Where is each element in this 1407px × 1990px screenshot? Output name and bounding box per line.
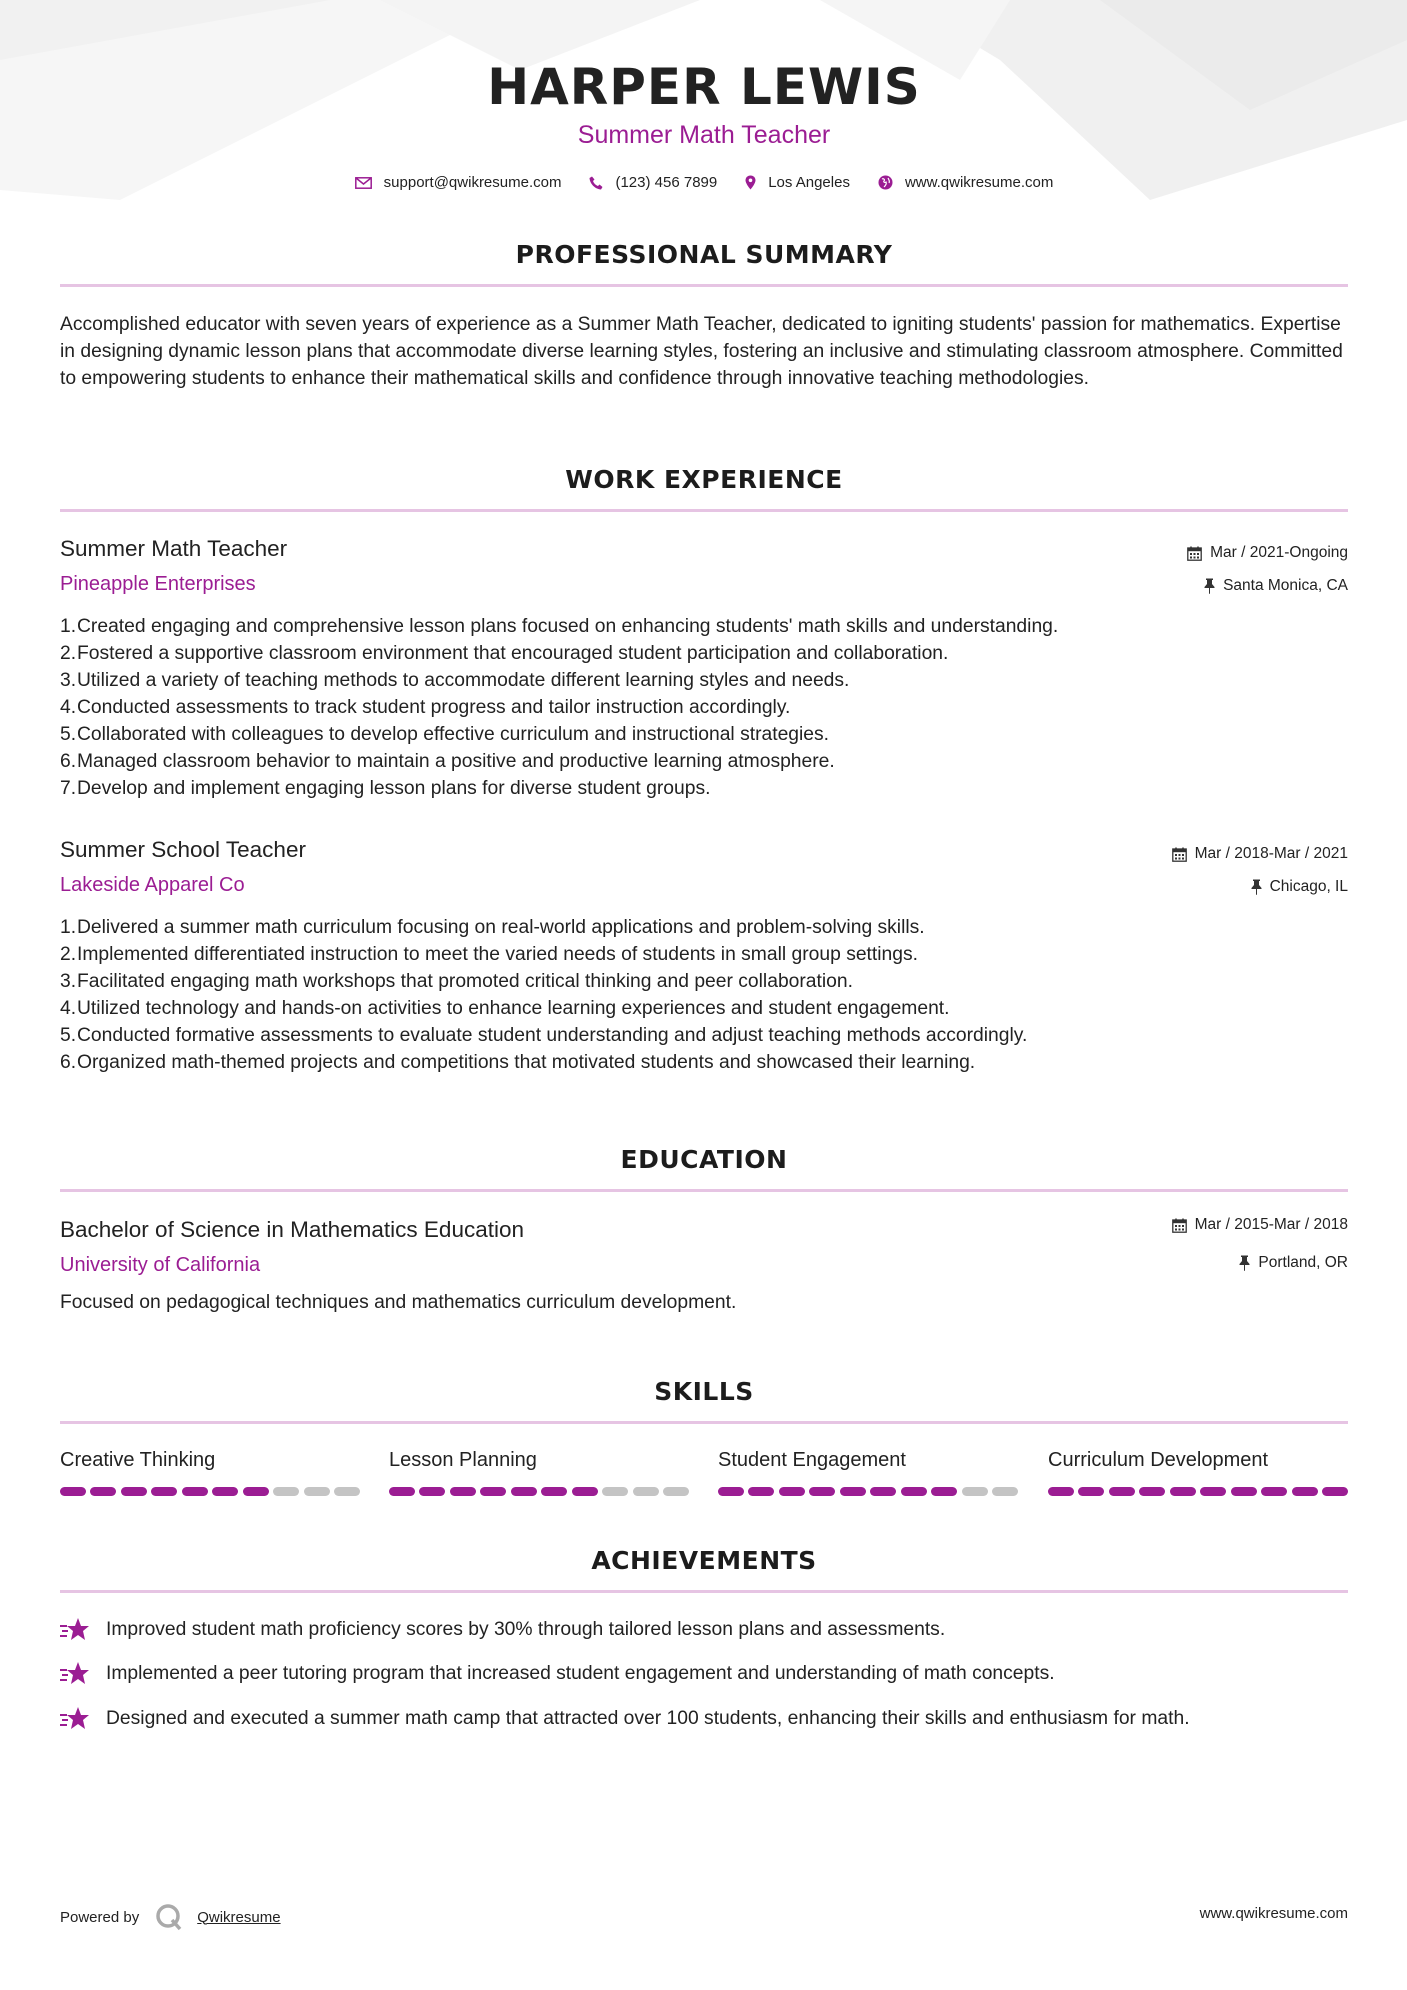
- list-item: 2. Fostered a supportive classroom environment that encouraged student participation and collaboration.: [60, 643, 949, 664]
- achievement-text: Improved student math proficiency scores by 30% through tailored lesson plans and assessments.: [106, 1619, 946, 1640]
- skill-dot: [602, 1487, 628, 1496]
- job-dates: [1187, 544, 1348, 562]
- skill-dot: [1292, 1487, 1318, 1496]
- education-location: [1239, 1254, 1348, 1272]
- achievement-item: [60, 1617, 1348, 1643]
- job-company: Pineapple Enterprises: [60, 573, 256, 595]
- skill-dot: [304, 1487, 330, 1496]
- skills-heading: SKILLS: [654, 1377, 754, 1406]
- skills-divider: [60, 1421, 1348, 1424]
- skill-dot: [779, 1487, 805, 1496]
- education-heading: EDUCATION: [620, 1145, 788, 1174]
- list-item: 2. Implemented differentiated instruction to meet the varied needs of students in small group settings.: [60, 944, 918, 965]
- skill-dot: [663, 1487, 689, 1496]
- job-dates-text: Mar / 2018-Mar / 2021: [1194, 845, 1348, 862]
- job-title: Summer School Teacher: [60, 837, 306, 862]
- star-icon: [60, 1617, 90, 1643]
- skill-rating: [60, 1487, 360, 1496]
- contact-website[interactable]: [878, 174, 1053, 191]
- skill-item: [60, 1447, 360, 1496]
- experience-divider: [60, 509, 1348, 512]
- achievements-heading: ACHIEVEMENTS: [591, 1546, 817, 1575]
- skill-dot: [182, 1487, 208, 1496]
- skill-dot: [870, 1487, 896, 1496]
- calendar-icon: [1187, 546, 1202, 561]
- star-icon: [60, 1661, 90, 1687]
- list-item: 4. Conducted assessments to track student progress and tailor instruction accordingly.: [60, 697, 791, 718]
- skill-dot: [1261, 1487, 1287, 1496]
- education-description: Focused on pedagogical techniques and mathematics curriculum development.: [60, 1292, 737, 1313]
- skill-dot: [809, 1487, 835, 1496]
- skill-dot: [633, 1487, 659, 1496]
- pushpin-icon: [1204, 578, 1215, 594]
- skill-name: Student Engagement: [718, 1449, 906, 1471]
- skill-dot: [121, 1487, 147, 1496]
- skill-dot: [1048, 1487, 1074, 1496]
- skill-dot: [901, 1487, 927, 1496]
- school-name: University of California: [60, 1254, 261, 1276]
- education-divider: [60, 1189, 1348, 1192]
- list-item: 4. Utilized technology and hands-on activities to enhance learning experiences and student engagement.: [60, 998, 950, 1019]
- job-responsibilities: [60, 613, 1348, 802]
- job-location-text: Chicago, IL: [1269, 878, 1348, 895]
- skill-name: Lesson Planning: [389, 1449, 537, 1471]
- list-item: 3. Facilitated engaging math workshops that promoted critical thinking and peer collaboration.: [60, 971, 853, 992]
- summary-divider: [60, 284, 1348, 287]
- list-item: 7. Develop and implement engaging lesson plans for diverse student groups.: [60, 778, 711, 799]
- achievement-text: Designed and executed a summer math camp that attracted over 100 students, enhancing their skills and enthusiasm for math.: [106, 1708, 1190, 1729]
- skill-dot: [1200, 1487, 1226, 1496]
- skill-dot: [511, 1487, 537, 1496]
- footer-powered-by: [60, 1903, 281, 1931]
- pushpin-icon: [1251, 879, 1262, 895]
- list-item: 6. Managed classroom behavior to maintain a positive and productive learning atmosphere.: [60, 751, 835, 772]
- skill-dot: [572, 1487, 598, 1496]
- job-dates: [1172, 845, 1348, 863]
- phone-text: (123) 456 7899: [615, 174, 718, 191]
- achievements-divider: [60, 1590, 1348, 1593]
- experience-heading: WORK EXPERIENCE: [565, 465, 843, 494]
- contact-location: [745, 174, 850, 191]
- globe-icon: [878, 175, 893, 190]
- skill-dot: [450, 1487, 476, 1496]
- achievement-text: Implemented a peer tutoring program that increased student engagement and understanding of math concepts.: [106, 1663, 1055, 1684]
- skill-dot: [60, 1487, 86, 1496]
- summary-heading: PROFESSIONAL SUMMARY: [515, 240, 893, 269]
- pushpin-icon: [1239, 1255, 1250, 1271]
- skill-dot: [212, 1487, 238, 1496]
- candidate-name: HARPER LEWIS: [487, 58, 921, 116]
- skill-rating: [389, 1487, 689, 1496]
- skill-dot: [992, 1487, 1018, 1496]
- skill-dot: [273, 1487, 299, 1496]
- skill-dot: [334, 1487, 360, 1496]
- achievement-item: [60, 1661, 1348, 1687]
- list-item: 5. Conducted formative assessments to evaluate student understanding and adjust teaching methods accordingly.: [60, 1025, 1028, 1046]
- list-item: 1. Delivered a summer math curriculum focusing on real-world applications and problem-solving skills.: [60, 917, 925, 938]
- skill-dot: [718, 1487, 744, 1496]
- job-responsibilities: [60, 914, 1348, 1076]
- qwikresume-logo-icon: [155, 1903, 183, 1931]
- job-company: Lakeside Apparel Co: [60, 874, 245, 896]
- skill-dot: [90, 1487, 116, 1496]
- job-location: [1204, 577, 1348, 595]
- skill-dot: [931, 1487, 957, 1496]
- skill-dot: [389, 1487, 415, 1496]
- calendar-icon: [1172, 847, 1187, 862]
- skill-item: [718, 1447, 1018, 1496]
- list-item: 1. Created engaging and comprehensive lesson plans focused on enhancing students' math skills and understanding.: [60, 616, 1059, 637]
- skill-dot: [1139, 1487, 1165, 1496]
- education-dates-text: Mar / 2015-Mar / 2018: [1194, 1216, 1348, 1233]
- job-location: [1251, 878, 1348, 896]
- skill-dot: [243, 1487, 269, 1496]
- skill-dot: [1109, 1487, 1135, 1496]
- footer-url[interactable]: www.qwikresume.com: [1199, 1905, 1348, 1922]
- skill-item: [389, 1447, 689, 1496]
- location-text: Los Angeles: [768, 174, 850, 191]
- envelope-icon: [355, 177, 372, 189]
- skill-rating: [718, 1487, 1018, 1496]
- map-pin-icon: [745, 175, 756, 190]
- resume-page: [60, 0, 1348, 1990]
- qwikresume-link[interactable]: Qwikresume: [197, 1908, 281, 1926]
- achievement-item: [60, 1706, 1348, 1732]
- contact-phone[interactable]: [589, 174, 717, 191]
- job-location-text: Santa Monica, CA: [1223, 577, 1348, 594]
- skill-dot: [151, 1487, 177, 1496]
- skill-item: [1048, 1447, 1348, 1496]
- skill-dot: [748, 1487, 774, 1496]
- skill-dot: [1231, 1487, 1257, 1496]
- list-item: 6. Organized math-themed projects and competitions that motivated students and showcased their learning.: [60, 1052, 976, 1073]
- skill-dot: [1322, 1487, 1348, 1496]
- website-text: www.qwikresume.com: [904, 174, 1054, 191]
- job-dates-text: Mar / 2021-Ongoing: [1210, 544, 1348, 561]
- list-item: 5. Collaborated with colleagues to develop effective curriculum and instructional strategies.: [60, 724, 830, 745]
- calendar-icon: [1172, 1218, 1187, 1233]
- skill-name: Creative Thinking: [60, 1449, 216, 1471]
- degree-title: Bachelor of Science in Mathematics Education: [60, 1217, 524, 1242]
- list-item: 3. Utilized a variety of teaching methods to accommodate different learning styles and needs.: [60, 670, 850, 691]
- education-dates: [1172, 1216, 1348, 1234]
- skill-dot: [541, 1487, 567, 1496]
- skill-dot: [1170, 1487, 1196, 1496]
- summary-text: Accomplished educator with seven years of experience as a Summer Math Teacher, dedicated to igniting students' passion for mathematics. Expertise in designing dynamic lesson plans that accommodate diverse learning styles, fostering an inclusive and stimulating classroom atmosphere. Committed to empowering students to enhance their mathematical skills and confidence through innovative teaching methodologies.: [60, 314, 1343, 389]
- skill-name: Curriculum Development: [1048, 1449, 1269, 1471]
- job-title: Summer Math Teacher: [60, 536, 288, 561]
- skill-dot: [419, 1487, 445, 1496]
- contact-email[interactable]: [355, 174, 562, 191]
- contact-bar: [60, 174, 1348, 191]
- education-location-text: Portland, OR: [1258, 1254, 1348, 1271]
- powered-by-label: Powered by: [60, 1908, 140, 1926]
- skill-dot: [1078, 1487, 1104, 1496]
- candidate-title: Summer Math Teacher: [577, 121, 831, 149]
- skill-rating: [1048, 1487, 1348, 1496]
- phone-icon: [589, 176, 603, 190]
- email-text: support@qwikresume.com: [383, 174, 562, 191]
- star-icon: [60, 1706, 90, 1732]
- skill-dot: [840, 1487, 866, 1496]
- skill-dot: [962, 1487, 988, 1496]
- skill-dot: [480, 1487, 506, 1496]
